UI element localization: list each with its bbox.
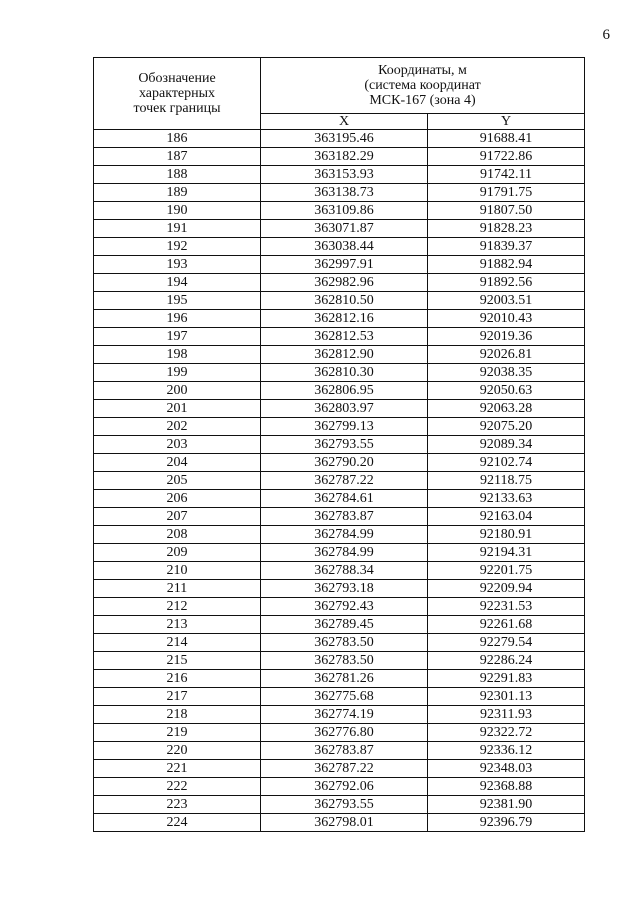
cell-x: 362812.53 (261, 328, 428, 346)
cell-point: 188 (94, 166, 261, 184)
cell-y: 92261.68 (428, 616, 585, 634)
cell-point: 203 (94, 436, 261, 454)
table-body (94, 130, 585, 832)
cell-point: 198 (94, 346, 261, 364)
cell-x: 362776.80 (261, 724, 428, 742)
table-row (94, 418, 585, 436)
table-row (94, 580, 585, 598)
cell-x: 362790.20 (261, 454, 428, 472)
table-row (94, 130, 585, 148)
cell-x: 362784.61 (261, 490, 428, 508)
cell-point: 207 (94, 508, 261, 526)
cell-y: 92336.12 (428, 742, 585, 760)
table-row (94, 310, 585, 328)
cell-point: 192 (94, 238, 261, 256)
cell-x: 362781.26 (261, 670, 428, 688)
cell-x: 362803.97 (261, 400, 428, 418)
cell-x: 362788.34 (261, 562, 428, 580)
cell-y: 92063.28 (428, 400, 585, 418)
cell-x: 362783.50 (261, 634, 428, 652)
table-row (94, 724, 585, 742)
cell-x: 362793.55 (261, 436, 428, 454)
cell-x: 362799.13 (261, 418, 428, 436)
table-row (94, 166, 585, 184)
cell-y: 92286.24 (428, 652, 585, 670)
cell-y: 91839.37 (428, 238, 585, 256)
cell-point: 212 (94, 598, 261, 616)
cell-x: 362810.30 (261, 364, 428, 382)
table-row (94, 328, 585, 346)
table-row (94, 364, 585, 382)
cell-y: 92396.79 (428, 814, 585, 832)
cell-x: 362792.06 (261, 778, 428, 796)
cell-y: 91828.23 (428, 220, 585, 238)
cell-x: 362810.50 (261, 292, 428, 310)
table-row (94, 670, 585, 688)
cell-x: 362783.87 (261, 508, 428, 526)
cell-point: 210 (94, 562, 261, 580)
cell-x: 363109.86 (261, 202, 428, 220)
cell-x: 362812.90 (261, 346, 428, 364)
table-row (94, 544, 585, 562)
cell-y: 92133.63 (428, 490, 585, 508)
cell-point: 197 (94, 328, 261, 346)
cell-y: 92209.94 (428, 580, 585, 598)
cell-point: 217 (94, 688, 261, 706)
cell-point: 222 (94, 778, 261, 796)
cell-x: 362787.22 (261, 760, 428, 778)
table-row (94, 400, 585, 418)
cell-y: 91688.41 (428, 130, 585, 148)
cell-point: 187 (94, 148, 261, 166)
cell-point: 208 (94, 526, 261, 544)
cell-y: 92050.63 (428, 382, 585, 400)
table-row (94, 346, 585, 364)
header-x: X (261, 114, 428, 130)
table-row (94, 454, 585, 472)
cell-point: 193 (94, 256, 261, 274)
cell-point: 211 (94, 580, 261, 598)
cell-point: 189 (94, 184, 261, 202)
table-row (94, 778, 585, 796)
header-y: Y (428, 114, 585, 130)
table-row (94, 256, 585, 274)
cell-point: 205 (94, 472, 261, 490)
cell-x: 362806.95 (261, 382, 428, 400)
cell-y: 92038.35 (428, 364, 585, 382)
table-row (94, 490, 585, 508)
cell-y: 91791.75 (428, 184, 585, 202)
cell-x: 362783.50 (261, 652, 428, 670)
cell-point: 190 (94, 202, 261, 220)
cell-y: 92010.43 (428, 310, 585, 328)
cell-x: 363195.46 (261, 130, 428, 148)
cell-point: 221 (94, 760, 261, 778)
cell-y: 91807.50 (428, 202, 585, 220)
cell-y: 92291.83 (428, 670, 585, 688)
cell-y: 92322.72 (428, 724, 585, 742)
cell-y: 92231.53 (428, 598, 585, 616)
cell-point: 191 (94, 220, 261, 238)
table-row (94, 688, 585, 706)
cell-x: 362775.68 (261, 688, 428, 706)
cell-point: 223 (94, 796, 261, 814)
table-header (94, 58, 585, 130)
cell-y: 92102.74 (428, 454, 585, 472)
cell-y: 92003.51 (428, 292, 585, 310)
cell-y: 91742.11 (428, 166, 585, 184)
header-point-designation: Обозначение характерных точек границы (94, 58, 261, 130)
cell-y: 92163.04 (428, 508, 585, 526)
cell-x: 362982.96 (261, 274, 428, 292)
table-row (94, 616, 585, 634)
cell-point: 209 (94, 544, 261, 562)
cell-point: 200 (94, 382, 261, 400)
cell-y: 92194.31 (428, 544, 585, 562)
table-row (94, 760, 585, 778)
cell-y: 91882.94 (428, 256, 585, 274)
table-row (94, 814, 585, 832)
cell-point: 196 (94, 310, 261, 328)
cell-point: 201 (94, 400, 261, 418)
cell-y: 92381.90 (428, 796, 585, 814)
cell-point: 215 (94, 652, 261, 670)
cell-point: 224 (94, 814, 261, 832)
table-row (94, 706, 585, 724)
cell-x: 362997.91 (261, 256, 428, 274)
cell-x: 362789.45 (261, 616, 428, 634)
cell-point: 202 (94, 418, 261, 436)
table-row (94, 472, 585, 490)
cell-point: 194 (94, 274, 261, 292)
cell-y: 91892.56 (428, 274, 585, 292)
cell-y: 92089.34 (428, 436, 585, 454)
table-row (94, 436, 585, 454)
cell-x: 363071.87 (261, 220, 428, 238)
cell-point: 220 (94, 742, 261, 760)
cell-x: 362774.19 (261, 706, 428, 724)
table-row (94, 184, 585, 202)
table-row (94, 562, 585, 580)
cell-x: 363138.73 (261, 184, 428, 202)
cell-point: 214 (94, 634, 261, 652)
cell-point: 204 (94, 454, 261, 472)
table-row (94, 742, 585, 760)
cell-y: 92180.91 (428, 526, 585, 544)
cell-y: 92201.75 (428, 562, 585, 580)
cell-x: 362793.18 (261, 580, 428, 598)
table-row (94, 526, 585, 544)
cell-y: 92279.54 (428, 634, 585, 652)
table-row (94, 220, 585, 238)
table-row (94, 202, 585, 220)
cell-point: 216 (94, 670, 261, 688)
cell-y: 92311.93 (428, 706, 585, 724)
cell-point: 218 (94, 706, 261, 724)
table-row (94, 796, 585, 814)
cell-point: 195 (94, 292, 261, 310)
cell-point: 219 (94, 724, 261, 742)
table-row (94, 634, 585, 652)
cell-x: 362792.43 (261, 598, 428, 616)
cell-y: 92026.81 (428, 346, 585, 364)
table-row (94, 382, 585, 400)
cell-y: 92301.13 (428, 688, 585, 706)
cell-point: 186 (94, 130, 261, 148)
cell-x: 362784.99 (261, 526, 428, 544)
table-row (94, 238, 585, 256)
cell-y: 92075.20 (428, 418, 585, 436)
cell-point: 199 (94, 364, 261, 382)
table-row (94, 148, 585, 166)
cell-x: 363038.44 (261, 238, 428, 256)
coordinates-table (93, 57, 585, 832)
table-row (94, 598, 585, 616)
table-row (94, 274, 585, 292)
cell-y: 92118.75 (428, 472, 585, 490)
cell-x: 363182.29 (261, 148, 428, 166)
cell-y: 92368.88 (428, 778, 585, 796)
cell-y: 92348.03 (428, 760, 585, 778)
header-coordinates: Координаты, м (система координат МСК-167 (зона 4) (261, 58, 585, 114)
cell-y: 91722.86 (428, 148, 585, 166)
table-row (94, 508, 585, 526)
cell-point: 213 (94, 616, 261, 634)
table-row (94, 292, 585, 310)
cell-x: 362812.16 (261, 310, 428, 328)
cell-x: 362793.55 (261, 796, 428, 814)
cell-x: 362784.99 (261, 544, 428, 562)
cell-x: 362787.22 (261, 472, 428, 490)
cell-y: 92019.36 (428, 328, 585, 346)
cell-x: 362798.01 (261, 814, 428, 832)
table-row (94, 652, 585, 670)
cell-x: 362783.87 (261, 742, 428, 760)
cell-point: 206 (94, 490, 261, 508)
cell-x: 363153.93 (261, 166, 428, 184)
page-number: 6 (602, 27, 610, 43)
